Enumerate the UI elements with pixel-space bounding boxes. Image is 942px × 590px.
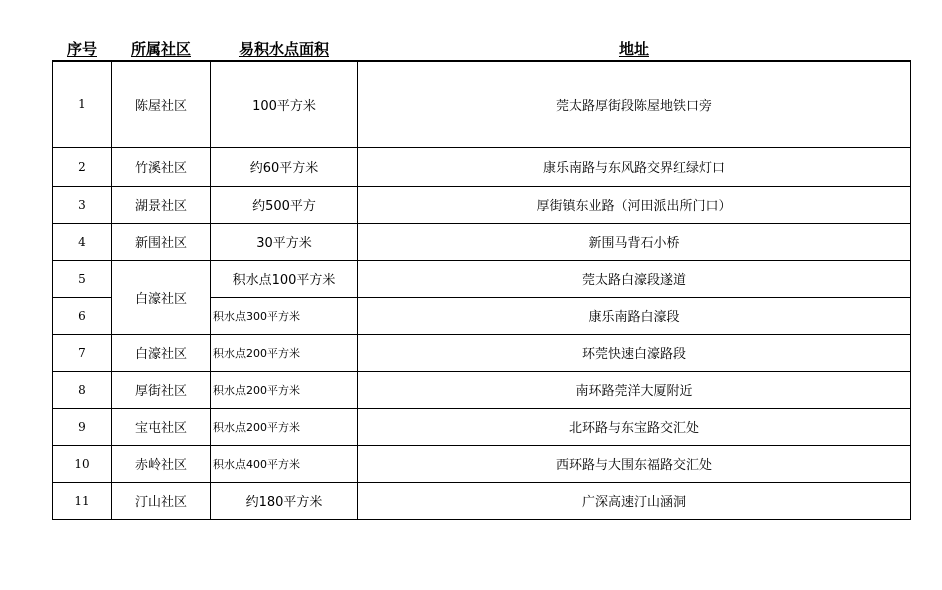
cell-community: 宝屯社区	[112, 408, 211, 445]
cell-address: 莞太路厚街段陈屋地铁口旁	[358, 61, 911, 147]
cell-index: 4	[53, 223, 112, 260]
cell-community: 竹溪社区	[112, 147, 211, 186]
cell-community: 赤岭社区	[112, 445, 211, 482]
cell-community: 汀山社区	[112, 482, 211, 519]
cell-area: 积水点200平方米	[211, 371, 358, 408]
cell-address: 广深高速汀山涵洞	[358, 482, 911, 519]
cell-address: 康乐南路与东风路交界红绿灯口	[358, 147, 911, 186]
cell-index: 3	[53, 186, 112, 223]
cell-community: 陈屋社区	[112, 61, 211, 147]
cell-area: 积水点400平方米	[211, 445, 358, 482]
table-row	[53, 61, 911, 147]
cell-area: 约60平方米	[211, 147, 358, 186]
cell-address: 莞太路白濠段遂道	[358, 260, 911, 297]
cell-address: 北环路与东宝路交汇处	[358, 408, 911, 445]
cell-address: 西环路与大围东福路交汇处	[358, 445, 911, 482]
cell-index: 1	[53, 61, 112, 147]
table-row	[53, 408, 911, 445]
cell-community-merged: 白濠社区	[112, 260, 211, 334]
cell-community: 厚街社区	[112, 371, 211, 408]
cell-index: 9	[53, 408, 112, 445]
cell-index: 6	[53, 297, 112, 334]
cell-index: 8	[53, 371, 112, 408]
table-row	[53, 371, 911, 408]
header-row	[53, 36, 911, 61]
cell-index: 10	[53, 445, 112, 482]
waterlogging-table	[52, 36, 911, 520]
header-community: 所属社区	[112, 36, 211, 61]
table-row	[53, 147, 911, 186]
cell-index: 2	[53, 147, 112, 186]
header-index: 序号	[53, 36, 112, 61]
cell-address: 康乐南路白濠段	[358, 297, 911, 334]
cell-area: 约500平方	[211, 186, 358, 223]
cell-area: 积水点200平方米	[211, 408, 358, 445]
table-row	[53, 482, 911, 519]
cell-area: 30平方米	[211, 223, 358, 260]
cell-community: 新围社区	[112, 223, 211, 260]
table-row	[53, 186, 911, 223]
cell-index: 5	[53, 260, 112, 297]
cell-address: 厚街镇东业路（河田派出所门口）	[358, 186, 911, 223]
cell-community: 湖景社区	[112, 186, 211, 223]
table-row	[53, 223, 911, 260]
cell-index: 7	[53, 334, 112, 371]
cell-area: 约180平方米	[211, 482, 358, 519]
cell-area: 积水点100平方米	[211, 260, 358, 297]
table-row	[53, 260, 911, 297]
cell-area: 积水点200平方米	[211, 334, 358, 371]
cell-address: 新围马背石小桥	[358, 223, 911, 260]
cell-area: 100平方米	[211, 61, 358, 147]
header-area: 易积水点面积	[211, 36, 358, 61]
table-row	[53, 334, 911, 371]
cell-area: 积水点300平方米	[211, 297, 358, 334]
cell-index: 11	[53, 482, 112, 519]
header-address: 地址	[358, 36, 911, 61]
cell-address: 南环路莞洋大厦附近	[358, 371, 911, 408]
cell-community: 白濠社区	[112, 334, 211, 371]
cell-address: 环莞快速白濠路段	[358, 334, 911, 371]
table-row	[53, 445, 911, 482]
